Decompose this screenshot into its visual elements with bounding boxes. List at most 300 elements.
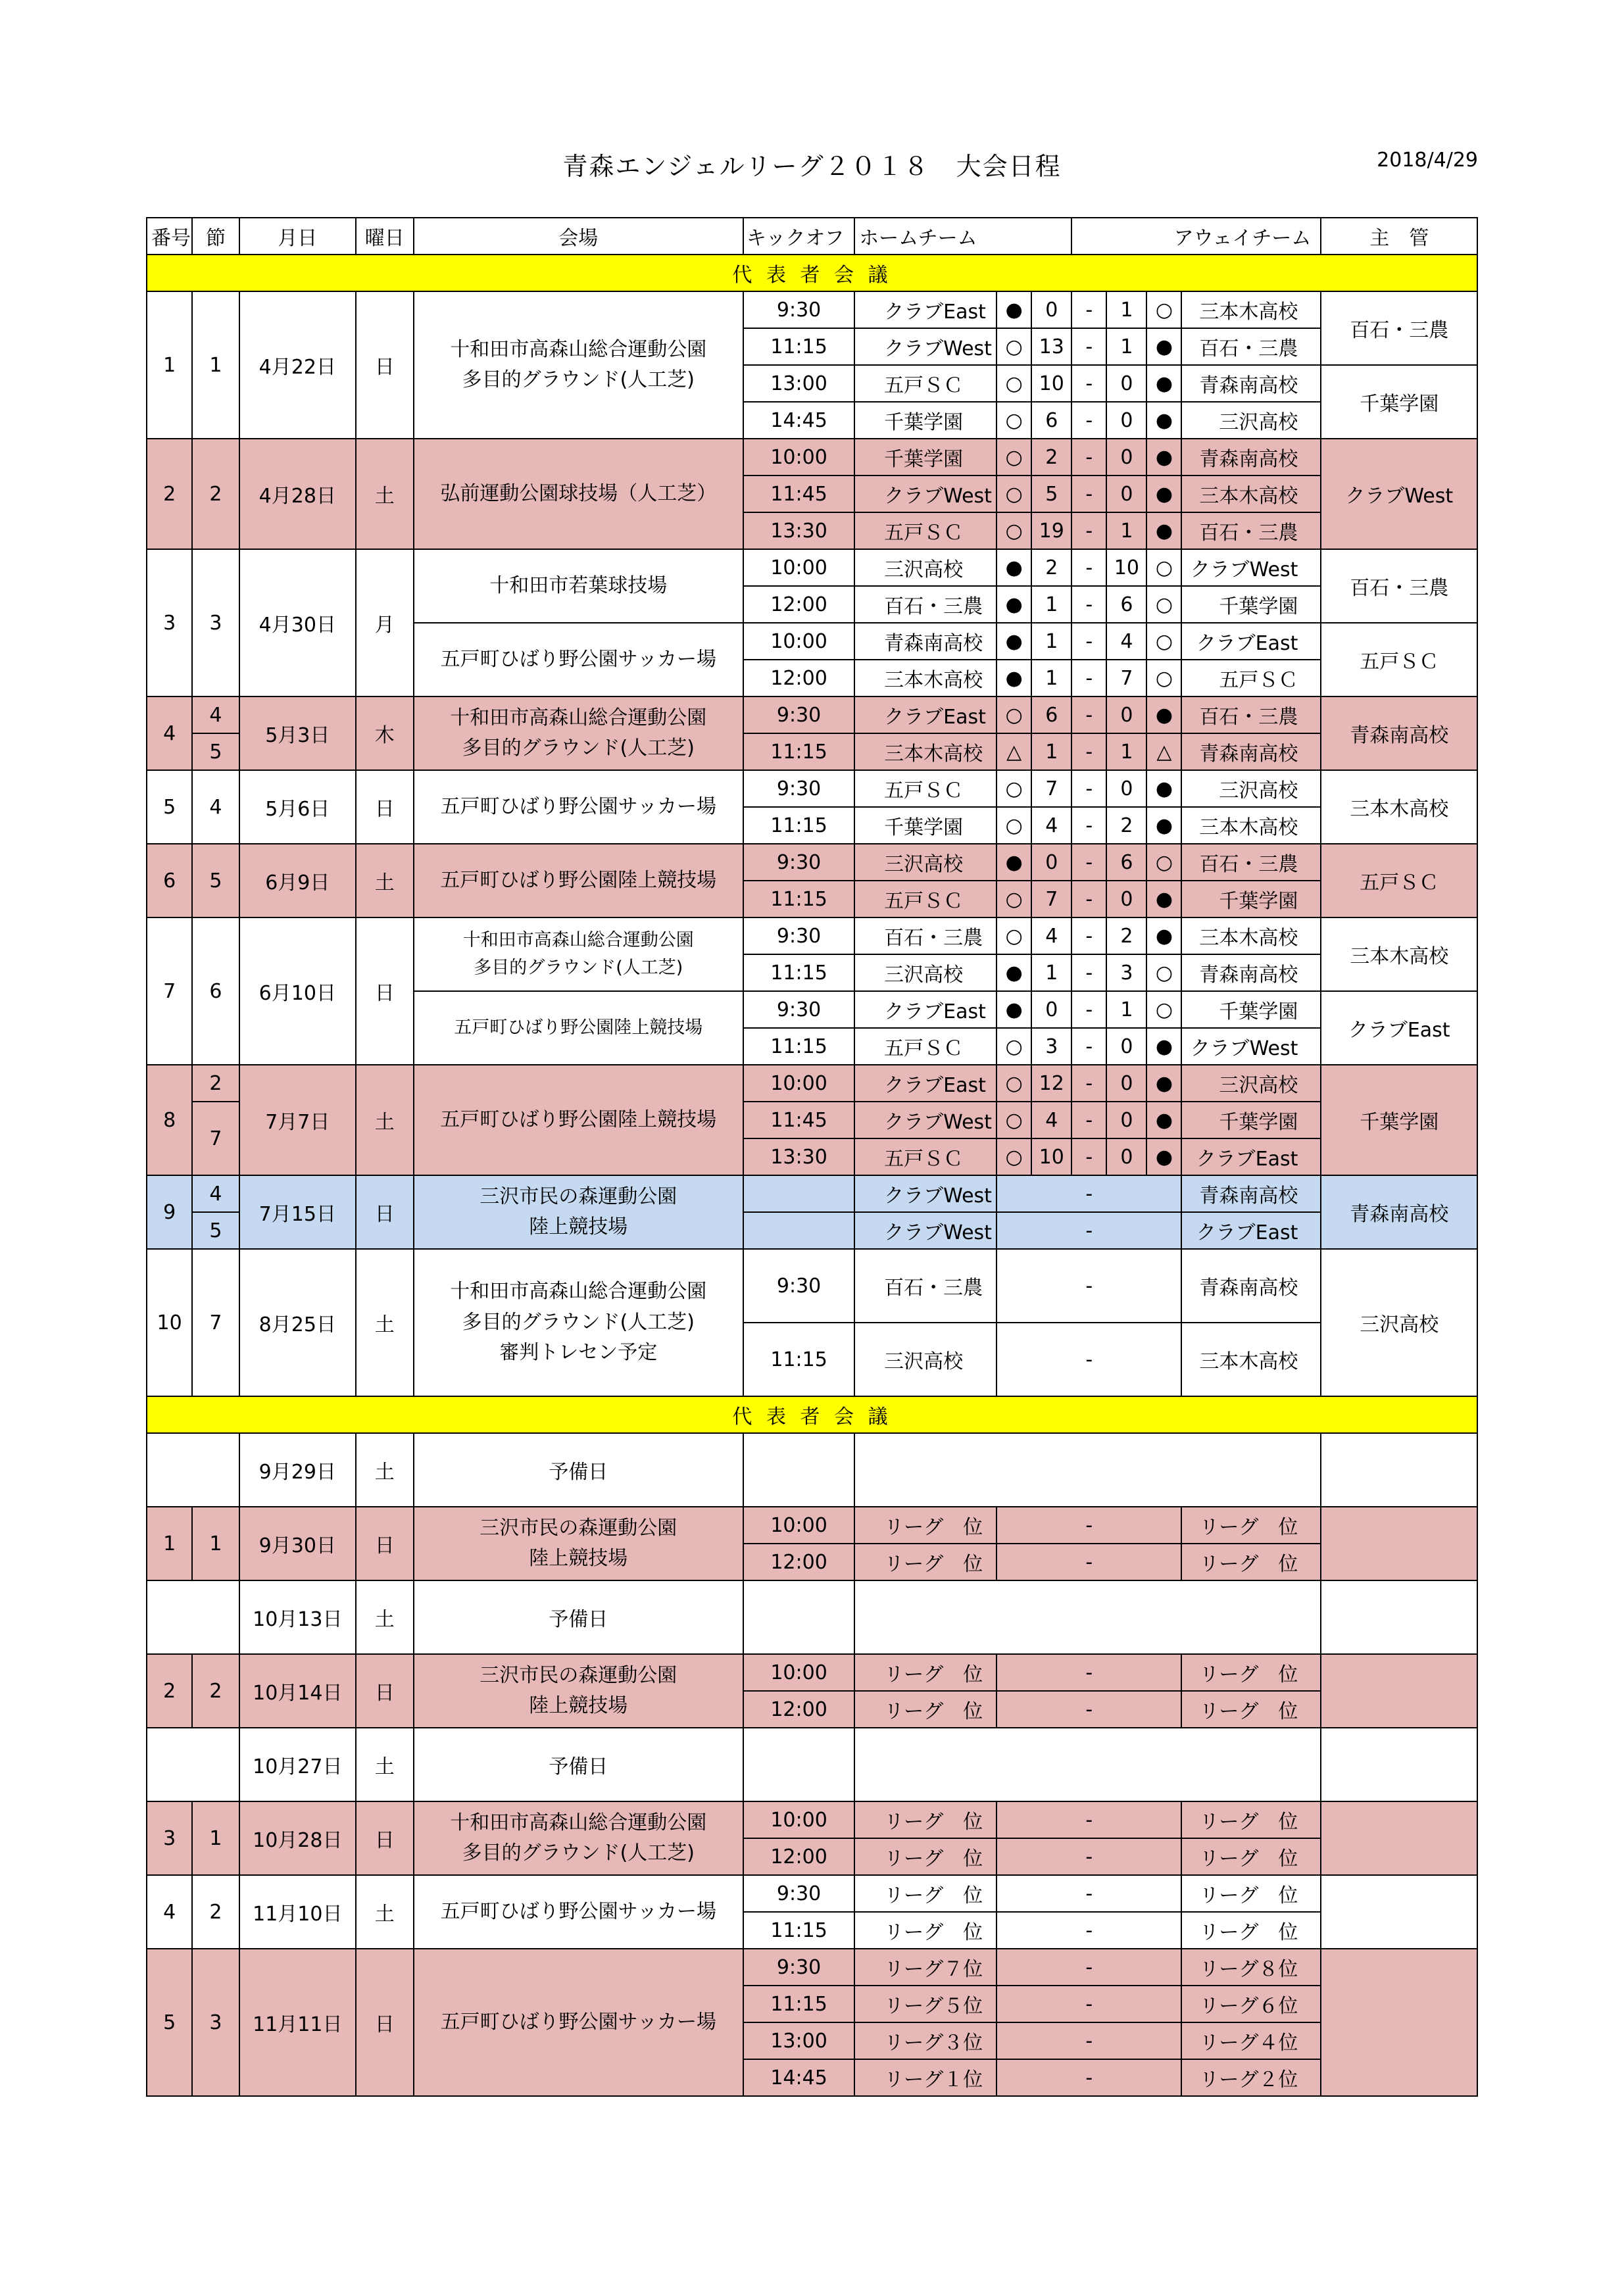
home-score: 1 [1031,954,1071,991]
round-number: 4 [192,770,239,844]
venue-line: 多目的グラウンド(人工芝) [462,737,695,760]
away-result-mark: △ [1146,733,1181,770]
kickoff-time: 10:00 [743,1507,854,1544]
score-separator: - [997,1175,1181,1212]
score-separator: - [997,1544,1181,1580]
home-team: 五戸ＳＣ [854,512,997,549]
venue-line: 十和田市若葉球技場 [489,574,668,597]
weekday: 土 [356,439,414,549]
venue: 予備日 [414,1728,743,1801]
weekday: 日 [356,770,414,844]
kickoff-time: 13:00 [743,2022,854,2059]
empty-cell [743,1728,854,1801]
host-team: 百石・三農 [1321,549,1477,623]
venue [414,439,743,549]
home-score: 19 [1031,512,1071,549]
venue-line: 十和田市高森山総合運動公園 [462,930,694,951]
round-number: 2 [192,1654,239,1728]
venue-line: 十和田市高森山総合運動公園 [450,1280,707,1304]
away-team: クラブEast [1181,1138,1321,1175]
match-date: 4月22日 [239,291,356,439]
home-result-mark: ● [997,549,1031,586]
match-date: 5月6日 [239,770,356,844]
home-team: 五戸ＳＣ [854,881,997,917]
home-team: リーグ 位 [854,1507,997,1544]
weekday: 月 [356,549,414,696]
venue: 予備日 [414,1580,743,1654]
match-number: 2 [147,1654,192,1728]
away-score: 2 [1106,917,1146,954]
home-team: 百石・三農 [854,1249,997,1323]
kickoff-time: 11:15 [743,1028,854,1065]
match-date: 10月13日 [239,1580,356,1654]
table-row [147,696,1477,733]
home-team: リーグ 位 [854,1912,997,1949]
home-score: 2 [1031,549,1071,586]
kickoff-time: 9:30 [743,1875,854,1912]
venue-line: 三沢市民の森運動公園 [480,1663,677,1687]
kickoff-time [743,1175,854,1212]
home-score: 4 [1031,1102,1071,1138]
home-score: 7 [1031,881,1071,917]
home-team: 百石・三農 [854,917,997,954]
match-date: 7月7日 [239,1065,356,1175]
table-row [147,1249,1477,1323]
score-separator: - [997,1949,1181,1986]
col-header-kickoff: キックオフ [743,218,854,255]
venue [414,291,743,439]
score-separator: - [997,1912,1181,1949]
host-team: 百石・三農 [1321,291,1477,365]
kickoff-time: 10:00 [743,549,854,586]
home-team: 五戸ＳＣ [854,365,997,402]
weekday: 土 [356,844,414,917]
empty-cell [743,1580,854,1654]
match-date: 10月14日 [239,1654,356,1728]
venue-line: 十和田市高森山総合運動公園 [450,337,707,361]
match-number: 8 [147,1065,192,1175]
empty-cell [1321,1728,1477,1801]
empty-cell [854,1728,1321,1801]
home-result-mark: ○ [997,328,1031,365]
match-number: 3 [147,1801,192,1875]
score-separator: - [1071,807,1106,844]
venue [414,1875,743,1949]
round-number: 4 [192,1175,239,1212]
away-result-mark: ○ [1146,586,1181,623]
kickoff-time: 9:30 [743,696,854,733]
section-label: 代 表 者 会 議 [147,255,1477,291]
table-row [147,1875,1477,1912]
venue-line: 十和田市高森山総合運動公園 [450,1811,707,1834]
kickoff-time: 9:30 [743,770,854,807]
home-score: 4 [1031,807,1071,844]
round-number: 3 [192,549,239,696]
score-separator: - [1071,328,1106,365]
home-result-mark: ○ [997,917,1031,954]
kickoff-time: 13:30 [743,1138,854,1175]
kickoff-time: 13:00 [743,365,854,402]
home-team: リーグ 位 [854,1544,997,1580]
score-separator: - [1071,844,1106,881]
match-number: 4 [147,1875,192,1949]
table-row [147,1801,1477,1838]
venue [414,1507,743,1580]
home-score: 10 [1031,365,1071,402]
venue-line: 三沢市民の森運動公園 [480,1185,677,1208]
score-separator: - [997,1875,1181,1912]
table-row [147,1507,1477,1544]
kickoff-time: 10:00 [743,623,854,660]
home-result-mark: ○ [997,1138,1031,1175]
away-team: リーグ 位 [1181,1691,1321,1728]
empty-cell [1321,1433,1477,1507]
reserve-day-row [147,1580,1477,1654]
away-team: 三本木高校 [1181,291,1321,328]
kickoff-time: 11:45 [743,476,854,512]
away-team: 三沢高校 [1181,1065,1321,1102]
col-header-home: ホームチーム [854,218,1071,255]
away-team: 青森南高校 [1181,1175,1321,1212]
home-team: 三沢高校 [854,549,997,586]
host-team: 五戸ＳＣ [1321,844,1477,917]
host-team: 青森南高校 [1321,696,1477,770]
venue [414,770,743,844]
away-result-mark: ● [1146,1138,1181,1175]
score-separator: - [1071,586,1106,623]
weekday: 日 [356,1949,414,2096]
home-result-mark: ○ [997,696,1031,733]
home-result-mark: ● [997,291,1031,328]
score-separator: - [1071,439,1106,476]
home-result-mark: ○ [997,807,1031,844]
away-team: 三本木高校 [1181,807,1321,844]
match-date: 11月10日 [239,1875,356,1949]
table-row [147,917,1477,954]
away-result-mark: ● [1146,696,1181,733]
weekday: 日 [356,1654,414,1728]
home-result-mark: ● [997,586,1031,623]
away-score: 2 [1106,807,1146,844]
empty-cell [854,1580,1321,1654]
away-team: リーグ 位 [1181,1912,1321,1949]
match-date: 6月10日 [239,917,356,1065]
kickoff-time: 13:30 [743,512,854,549]
kickoff-time: 11:15 [743,807,854,844]
away-result-mark: ○ [1146,954,1181,991]
round-number: 4 [192,696,239,733]
home-team: クラブWest [854,1102,997,1138]
away-result-mark: ● [1146,439,1181,476]
home-score: 0 [1031,844,1071,881]
venue [414,549,743,623]
home-score: 12 [1031,1065,1071,1102]
venue-line: 十和田市高森山総合運動公園 [450,706,707,729]
empty-cell [147,1580,239,1654]
home-result-mark: ○ [997,476,1031,512]
away-team: 三沢高校 [1181,770,1321,807]
away-team: 三本木高校 [1181,476,1321,512]
round-number: 1 [192,1507,239,1580]
away-score: 3 [1106,954,1146,991]
match-number: 7 [147,917,192,1065]
away-team: クラブWest [1181,1028,1321,1065]
venue [414,1249,743,1396]
kickoff-time: 9:30 [743,291,854,328]
score-separator: - [1071,1102,1106,1138]
score-separator: - [997,1838,1181,1875]
match-date: 6月9日 [239,844,356,917]
reserve-day-row [147,1433,1477,1507]
home-team: リーグ 位 [854,1838,997,1875]
home-team: 千葉学園 [854,439,997,476]
score-separator: - [1071,770,1106,807]
venue-line: 陸上競技場 [529,1694,628,1717]
weekday: 木 [356,696,414,770]
kickoff-time: 11:45 [743,1102,854,1138]
score-separator: - [997,1323,1181,1396]
round-number: 7 [192,1102,239,1175]
home-team: リーグ７位 [854,1949,997,1986]
score-separator: - [1071,917,1106,954]
away-score: 0 [1106,1138,1146,1175]
table-row [147,844,1477,881]
weekday: 日 [356,1801,414,1875]
host-team: 五戸ＳＣ [1321,623,1477,696]
home-result-mark: ● [997,844,1031,881]
col-header-setsu: 節 [192,218,239,255]
venue-line: 五戸町ひばり野公園陸上競技場 [454,1017,703,1038]
round-number: 5 [192,733,239,770]
home-team: クラブEast [854,291,997,328]
away-score: 0 [1106,365,1146,402]
round-number: 5 [192,1212,239,1249]
away-score: 0 [1106,1065,1146,1102]
score-separator: - [1071,733,1106,770]
score-separator: - [1071,291,1106,328]
venue-line: 陸上競技場 [529,1547,628,1570]
kickoff-time: 12:00 [743,1691,854,1728]
home-score: 13 [1031,328,1071,365]
kickoff-time: 12:00 [743,660,854,696]
kickoff-time: 11:15 [743,954,854,991]
table-row [147,770,1477,807]
header-row [147,218,1477,255]
kickoff-time: 11:15 [743,881,854,917]
away-result-mark: ● [1146,1102,1181,1138]
away-score: 1 [1106,512,1146,549]
away-team: リーグ 位 [1181,1801,1321,1838]
kickoff-time: 9:30 [743,991,854,1028]
away-team: 青森南高校 [1181,733,1321,770]
away-result-mark: ● [1146,476,1181,512]
venue [414,844,743,917]
host-team: 三沢高校 [1321,1249,1477,1396]
match-number: 2 [147,439,192,549]
home-result-mark: ○ [997,512,1031,549]
table-row [147,439,1477,476]
home-team: 三本木高校 [854,733,997,770]
away-score: 0 [1106,696,1146,733]
home-score: 3 [1031,1028,1071,1065]
venue-line: 五戸町ひばり野公園陸上競技場 [440,868,717,892]
score-separator: - [1071,365,1106,402]
away-team: 三沢高校 [1181,402,1321,439]
away-result-mark: ● [1146,512,1181,549]
away-result-mark: ○ [1146,623,1181,660]
weekday: 土 [356,1065,414,1175]
score-separator: - [1071,954,1106,991]
host-team: 三本木高校 [1321,770,1477,844]
away-team: 青森南高校 [1181,954,1321,991]
venue-line: 五戸町ひばり野公園陸上競技場 [440,1108,717,1131]
kickoff-time: 11:15 [743,1986,854,2022]
home-team: リーグ 位 [854,1875,997,1912]
table-row [147,549,1477,586]
venue [414,917,743,991]
away-score: 6 [1106,586,1146,623]
away-score: 1 [1106,291,1146,328]
home-team: 百石・三農 [854,586,997,623]
home-result-mark: ○ [997,402,1031,439]
away-result-mark: ● [1146,402,1181,439]
venue [414,696,743,770]
away-team: 三本木高校 [1181,917,1321,954]
home-score: 7 [1031,770,1071,807]
away-result-mark: ○ [1146,291,1181,328]
away-result-mark: ● [1146,807,1181,844]
venue [414,991,743,1065]
home-team: リーグ３位 [854,2022,997,2059]
home-team: クラブWest [854,328,997,365]
section-row [147,255,1477,291]
weekday: 土 [356,1728,414,1801]
document-date: 2018/4/29 [1377,149,1478,172]
away-score: 10 [1106,549,1146,586]
home-team: リーグ５位 [854,1986,997,2022]
away-team: 百石・三農 [1181,696,1321,733]
home-score: 1 [1031,733,1071,770]
table-row [147,291,1477,328]
host-team [1321,1801,1477,1875]
match-date: 7月15日 [239,1175,356,1249]
away-score: 1 [1106,733,1146,770]
match-date: 8月25日 [239,1249,356,1396]
score-separator: - [1071,1028,1106,1065]
home-score: 1 [1031,623,1071,660]
home-result-mark: ○ [997,439,1031,476]
away-result-mark: ● [1146,328,1181,365]
home-score: 5 [1031,476,1071,512]
empty-cell [147,1728,239,1801]
venue [414,1949,743,2096]
away-score: 4 [1106,623,1146,660]
home-team: クラブWest [854,1175,997,1212]
match-number: 9 [147,1175,192,1249]
weekday: 土 [356,1580,414,1654]
home-team: リーグ 位 [854,1691,997,1728]
home-team: 三沢高校 [854,954,997,991]
score-separator: - [997,1249,1181,1323]
away-result-mark: ● [1146,770,1181,807]
home-score: 0 [1031,991,1071,1028]
away-team: リーグ 位 [1181,1544,1321,1580]
host-team [1321,1875,1477,1949]
table-row [147,1949,1477,1986]
home-team: 青森南高校 [854,623,997,660]
kickoff-time: 11:15 [743,1912,854,1949]
match-number: 4 [147,696,192,770]
away-team: 百石・三農 [1181,328,1321,365]
score-separator: - [997,1212,1181,1249]
venue-line: 多目的グラウンド(人工芝) [462,368,695,391]
match-date: 9月29日 [239,1433,356,1507]
match-number: 3 [147,549,192,696]
venue-line: 多目的グラウンド(人工芝) [462,1842,695,1865]
venue-line: 多目的グラウンド(人工芝) [474,958,683,978]
away-team: リーグ６位 [1181,1986,1321,2022]
away-team: リーグ 位 [1181,1838,1321,1875]
col-header-no: 番号 [147,218,192,255]
venue-line: 五戸町ひばり野公園サッカー場 [440,794,716,818]
away-result-mark: ● [1146,365,1181,402]
venue [414,623,743,696]
home-result-mark: ● [997,991,1031,1028]
away-result-mark: ○ [1146,549,1181,586]
home-result-mark: ● [997,623,1031,660]
away-score: 0 [1106,402,1146,439]
away-score: 0 [1106,881,1146,917]
away-team: 青森南高校 [1181,1249,1321,1323]
venue-line: 多目的グラウンド(人工芝) [462,1310,695,1334]
away-score: 1 [1106,991,1146,1028]
table-row [147,1654,1477,1691]
away-team: 千葉学園 [1181,881,1321,917]
kickoff-time: 12:00 [743,586,854,623]
home-score: 4 [1031,917,1071,954]
score-separator: - [997,1801,1181,1838]
away-score: 0 [1106,770,1146,807]
score-separator: - [1071,991,1106,1028]
home-result-mark: △ [997,733,1031,770]
score-separator: - [1071,402,1106,439]
kickoff-time: 9:30 [743,1249,854,1323]
home-team: 五戸ＳＣ [854,770,997,807]
home-team: クラブEast [854,991,997,1028]
home-team: リーグ 位 [854,1801,997,1838]
col-header-weekday: 曜日 [356,218,414,255]
kickoff-time: 10:00 [743,1801,854,1838]
host-team: 三本木高校 [1321,917,1477,991]
kickoff-time: 14:45 [743,402,854,439]
away-result-mark: ○ [1146,844,1181,881]
venue-line: 審判トレセン予定 [499,1341,658,1365]
home-result-mark: ○ [997,881,1031,917]
kickoff-time: 9:30 [743,1949,854,1986]
match-number: 1 [147,1507,192,1580]
away-team: クラブWest [1181,549,1321,586]
col-header-date: 月日 [239,218,356,255]
away-team: 五戸ＳＣ [1181,660,1321,696]
away-result-mark: ● [1146,917,1181,954]
host-team: 千葉学園 [1321,365,1477,439]
round-number: 1 [192,1801,239,1875]
round-number: 6 [192,917,239,1065]
section-row [147,1396,1477,1433]
host-team [1321,1949,1477,2096]
home-result-mark: ○ [997,1028,1031,1065]
home-score: 6 [1031,696,1071,733]
